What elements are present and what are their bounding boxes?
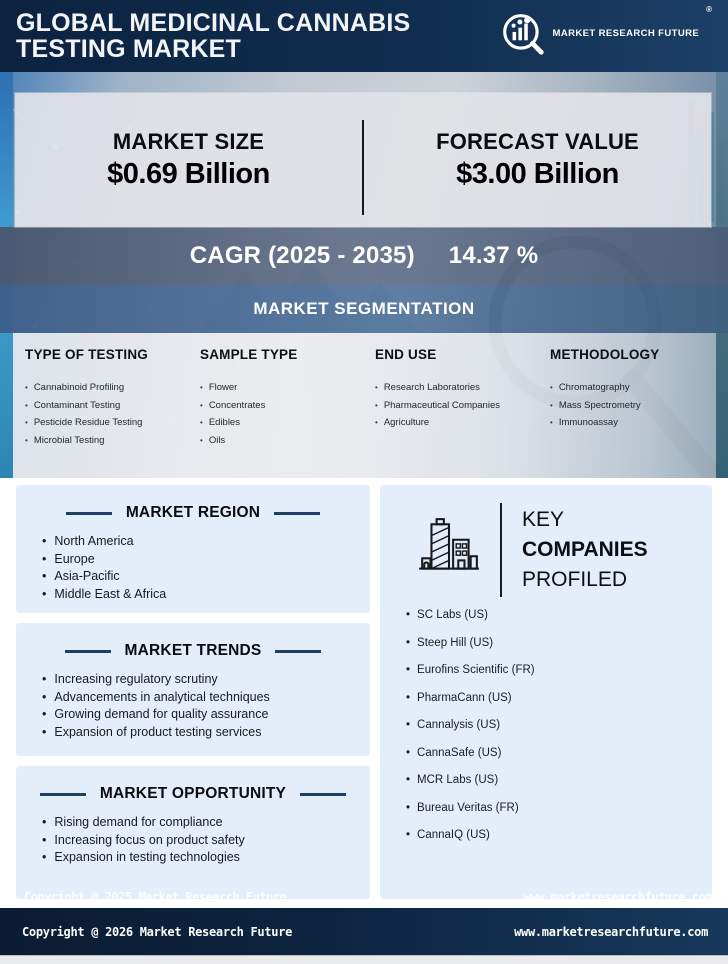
- list-item: • Expansion of product testing services: [42, 725, 370, 739]
- list-item: • Rising demand for compliance: [42, 815, 370, 829]
- list-item: • Increasing focus on product safety: [42, 833, 370, 847]
- heading-dash-right: [275, 650, 321, 653]
- hero-band: [0, 72, 728, 478]
- bottom-strip: [0, 955, 728, 964]
- list-item: • Middle East & Africa: [42, 587, 370, 601]
- segment-column-sample-type: [200, 347, 297, 452]
- list-item: • Asia-Pacific: [42, 569, 370, 583]
- list-item: • MCR Labs (US): [406, 774, 712, 786]
- segment-column-methodology: [550, 347, 659, 435]
- market-opportunity-box: [16, 766, 370, 899]
- list-item: • Agriculture: [375, 417, 500, 428]
- segmentation-title-band: [0, 285, 728, 333]
- list-item: • CannaIQ (US): [406, 829, 712, 841]
- segment-heading: SAMPLE TYPE: [200, 347, 298, 362]
- list-item: • Immunoassay: [550, 417, 659, 428]
- list-item: • Concentrates: [200, 400, 297, 411]
- stats-panel: [15, 93, 711, 227]
- list-item: • Cannabinoid Profiling: [25, 382, 148, 393]
- list-item: • Europe: [42, 552, 370, 566]
- list-item: • Mass Spectrometry: [550, 400, 659, 411]
- heading-dash-right: [274, 512, 320, 515]
- key-companies-title-bottom: PROFILED: [522, 567, 628, 591]
- header: [0, 0, 728, 72]
- main-content: [0, 478, 728, 908]
- list-item: • Chromatography: [550, 382, 659, 393]
- list-item: • Edibles: [200, 417, 297, 428]
- heading-dash-left: [40, 793, 86, 796]
- list-item: • Contaminant Testing: [25, 400, 148, 411]
- forecast-value-label: FORECAST VALUE: [436, 129, 639, 154]
- market-region-title: MARKET REGION: [125, 504, 261, 521]
- list-item: • Pharmaceutical Companies: [375, 400, 500, 411]
- companies-list: [406, 609, 712, 841]
- page-title-line1: GLOBAL MEDICINAL CANNABIS: [16, 8, 411, 37]
- key-companies-title: [522, 505, 648, 594]
- brand-name: MARKET RESEARCH FUTURE: [552, 27, 700, 39]
- cagr-value: 14.37 %: [448, 242, 539, 269]
- list-item: • PharmaCann (US): [406, 692, 712, 704]
- key-companies-header: [380, 485, 712, 597]
- segment-column-type-of-testing: [25, 347, 148, 452]
- page-title-line2: TESTING MARKET: [16, 35, 242, 63]
- cagr-label: CAGR (2025 - 2035): [189, 242, 415, 269]
- list-item: • Growing demand for quality assurance: [42, 707, 370, 721]
- market-region-box: [16, 485, 370, 613]
- list-item: • Eurofins Scientific (FR): [406, 664, 712, 676]
- list-item: • Cannalysis (US): [406, 719, 712, 731]
- brand-logo: [500, 4, 712, 62]
- forecast-value-block: [364, 93, 711, 227]
- list-item: • Microbial Testing: [25, 435, 148, 446]
- market-size-block: [15, 93, 362, 227]
- footer: [0, 908, 728, 955]
- segment-heading: END USE: [375, 347, 437, 362]
- market-trends-title: MARKET TRENDS: [124, 642, 262, 659]
- cagr-band: [0, 227, 728, 285]
- magnifier-chart-logo-icon: [500, 11, 546, 62]
- list-item: • Increasing regulatory scrutiny: [42, 672, 370, 686]
- market-size-label: MARKET SIZE: [112, 129, 265, 154]
- list-item: • North America: [42, 534, 370, 548]
- list-item: • Research Laboratories: [375, 382, 500, 393]
- registered-trademark-icon: ®: [706, 4, 712, 14]
- list-item: • Pesticide Residue Testing: [25, 417, 148, 428]
- segment-heading: METHODOLOGY: [550, 347, 660, 362]
- segment-column-end-use: [375, 347, 500, 435]
- watermark-website: www.marketresearchfuture.com: [523, 890, 712, 904]
- list-item: • Expansion in testing technologies: [42, 850, 370, 864]
- segment-heading: TYPE OF TESTING: [25, 347, 149, 362]
- key-companies-title-top: KEY: [522, 508, 565, 532]
- list-item: • Oils: [200, 435, 297, 446]
- heading-dash-left: [66, 512, 112, 515]
- list-item: • Flower: [200, 382, 297, 393]
- heading-dash-right: [300, 793, 346, 796]
- footer-website-link[interactable]: www.marketresearchfuture.com: [514, 924, 708, 939]
- vertical-divider: [500, 503, 502, 597]
- forecast-value-value: $3.00 Billion: [456, 158, 619, 190]
- list-item: • Advancements in analytical techniques: [42, 690, 370, 704]
- footer-copyright: Copyright @ 2026 Market Research Future: [22, 924, 293, 939]
- list-item: • Bureau Veritas (FR): [406, 802, 712, 814]
- key-companies-box: [380, 485, 712, 899]
- segmentation-title: MARKET SEGMENTATION: [253, 299, 475, 318]
- list-item: • SC Labs (US): [406, 609, 712, 621]
- list-item: • CannaSafe (US): [406, 747, 712, 759]
- watermark-copyright: Copyright @ 2025 Market Research Future: [24, 890, 287, 904]
- key-companies-title-mid: COMPANIES: [522, 538, 648, 562]
- list-item: • Steep Hill (US): [406, 637, 712, 649]
- heading-dash-left: [65, 650, 111, 653]
- market-opportunity-title: MARKET OPPORTUNITY: [99, 785, 287, 802]
- segmentation-content: [13, 333, 716, 478]
- market-trends-box: [16, 623, 370, 756]
- page-title: [16, 10, 410, 63]
- market-size-value: $0.69 Billion: [107, 158, 270, 190]
- buildings-icon: [416, 515, 482, 586]
